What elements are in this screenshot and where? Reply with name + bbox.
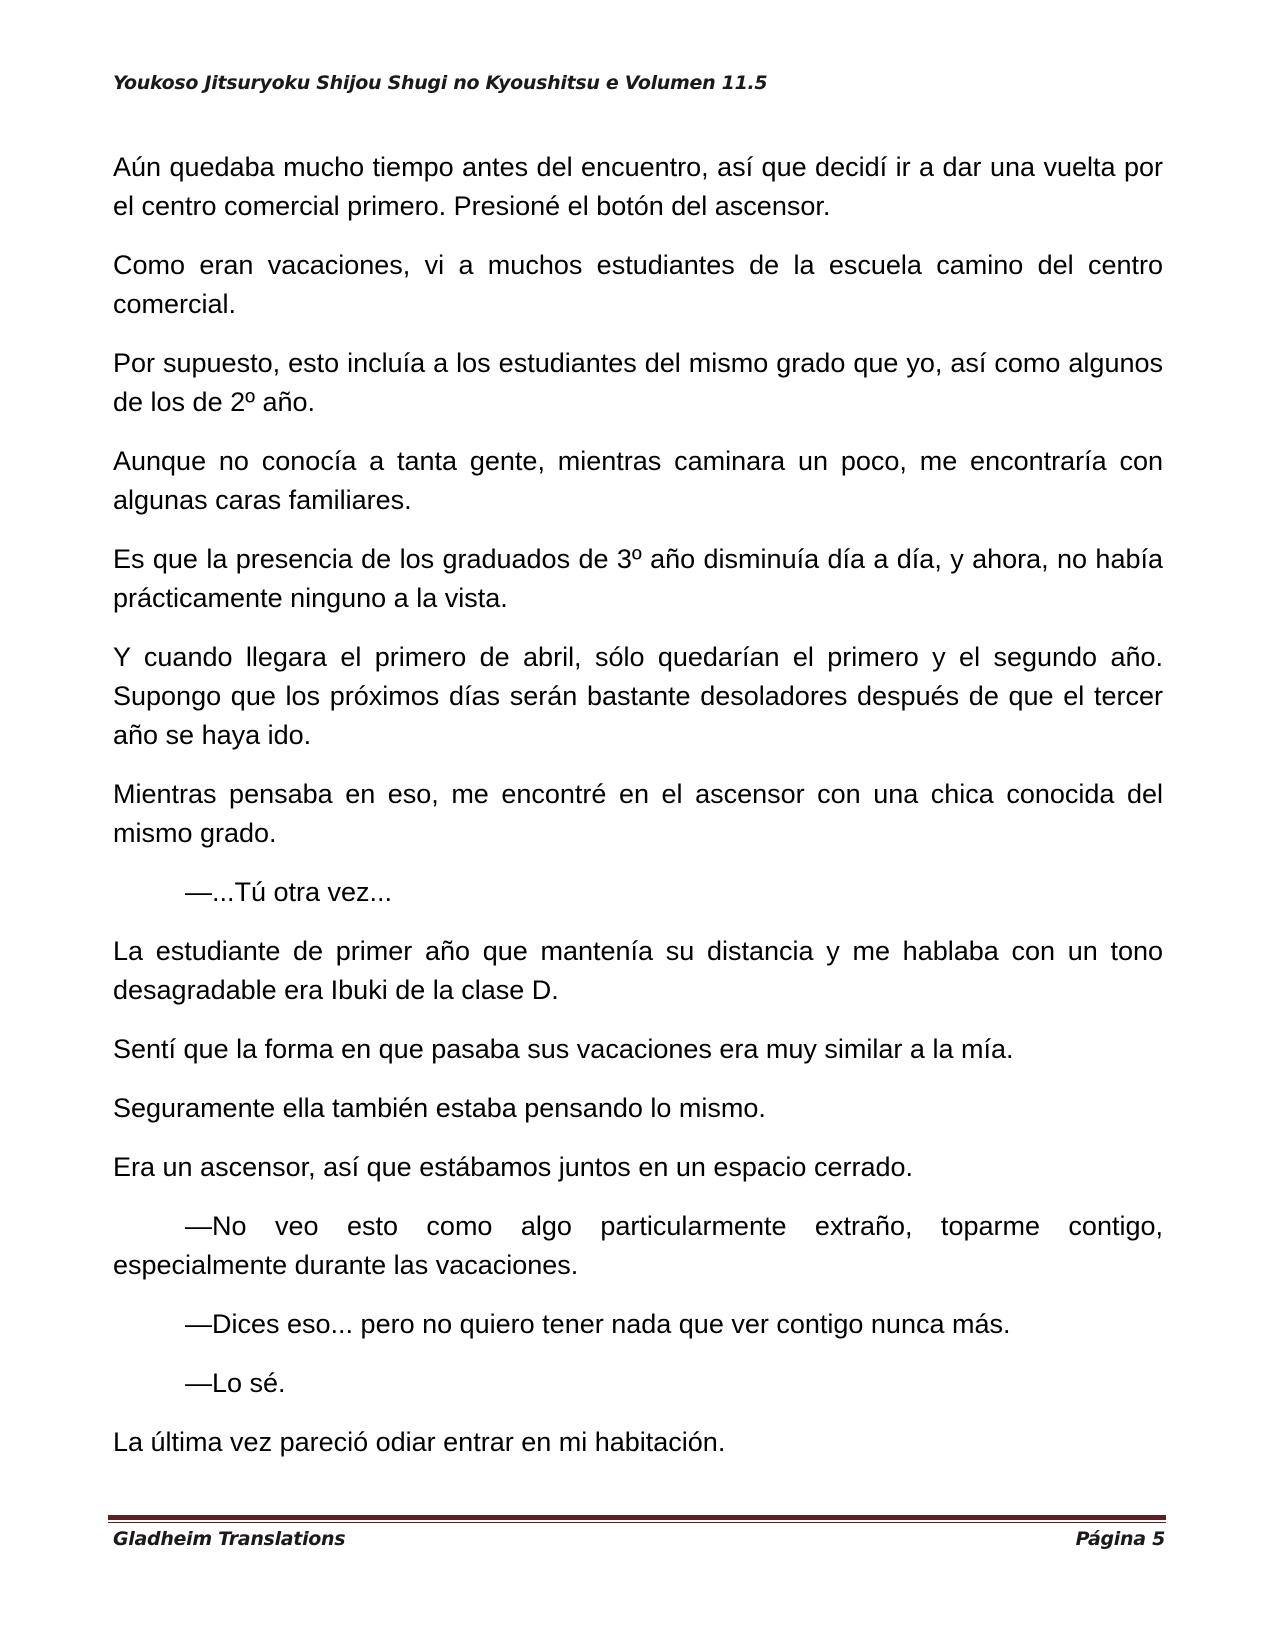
dialog-paragraph: —Dices eso... pero no quiero tener nada que ver contigo nunca más. xyxy=(185,1309,1011,1339)
footer-translator-credit: Gladheim Translations xyxy=(113,1528,346,1550)
document-body xyxy=(113,148,1163,1482)
footer-divider-thick xyxy=(108,1515,1166,1520)
paragraph: Mientras pensaba en eso, me encontré en el ascensor con una chica conocida del mismo grado. xyxy=(113,779,1163,848)
dialog-paragraph: —...Tú otra vez... xyxy=(185,877,393,907)
footer-page-number: Página 5 xyxy=(1075,1528,1165,1550)
paragraph: Aunque no conocía a tanta gente, mientras caminara un poco, me encontraría con algunas caras familiares. xyxy=(113,446,1163,515)
paragraph: Es que la presencia de los graduados de 3º año disminuía día a día, y ahora, no había prácticamente ninguno a la vista. xyxy=(113,544,1163,613)
footer-divider-thin xyxy=(108,1522,1166,1523)
paragraph: Sentí que la forma en que pasaba sus vacaciones era muy similar a la mía. xyxy=(113,1034,1014,1064)
dialog-paragraph: —Lo sé. xyxy=(185,1368,286,1398)
paragraph: Por supuesto, esto incluía a los estudiantes del mismo grado que yo, así como algunos de los de 2º año. xyxy=(113,348,1163,417)
paragraph: La estudiante de primer año que mantenía su distancia y me hablaba con un tono desagradable era Ibuki de la clase D. xyxy=(113,936,1163,1005)
page-header-title: Youkoso Jitsuryoku Shijou Shugi no Kyoushitsu e Volumen 11.5 xyxy=(113,72,768,94)
dialog-paragraph: —No veo esto como algo particularmente extraño, toparme contigo, especialmente durante las vacaciones. xyxy=(113,1211,1163,1280)
paragraph: Como eran vacaciones, vi a muchos estudiantes de la escuela camino del centro comercial. xyxy=(113,250,1163,319)
footer-divider xyxy=(108,1515,1166,1523)
paragraph: Era un ascensor, así que estábamos juntos en un espacio cerrado. xyxy=(113,1152,913,1182)
paragraph: Seguramente ella también estaba pensando lo mismo. xyxy=(113,1093,766,1123)
paragraph: Aún quedaba mucho tiempo antes del encuentro, así que decidí ir a dar una vuelta por el centro comercial primero. Presioné el botón del ascensor. xyxy=(113,152,1163,221)
paragraph: La última vez pareció odiar entrar en mi habitación. xyxy=(113,1427,726,1457)
paragraph: Y cuando llegara el primero de abril, sólo quedarían el primero y el segundo año. Supongo que los próximos días serán bastante desoladores después de que el tercer año se haya ido. xyxy=(113,642,1163,750)
